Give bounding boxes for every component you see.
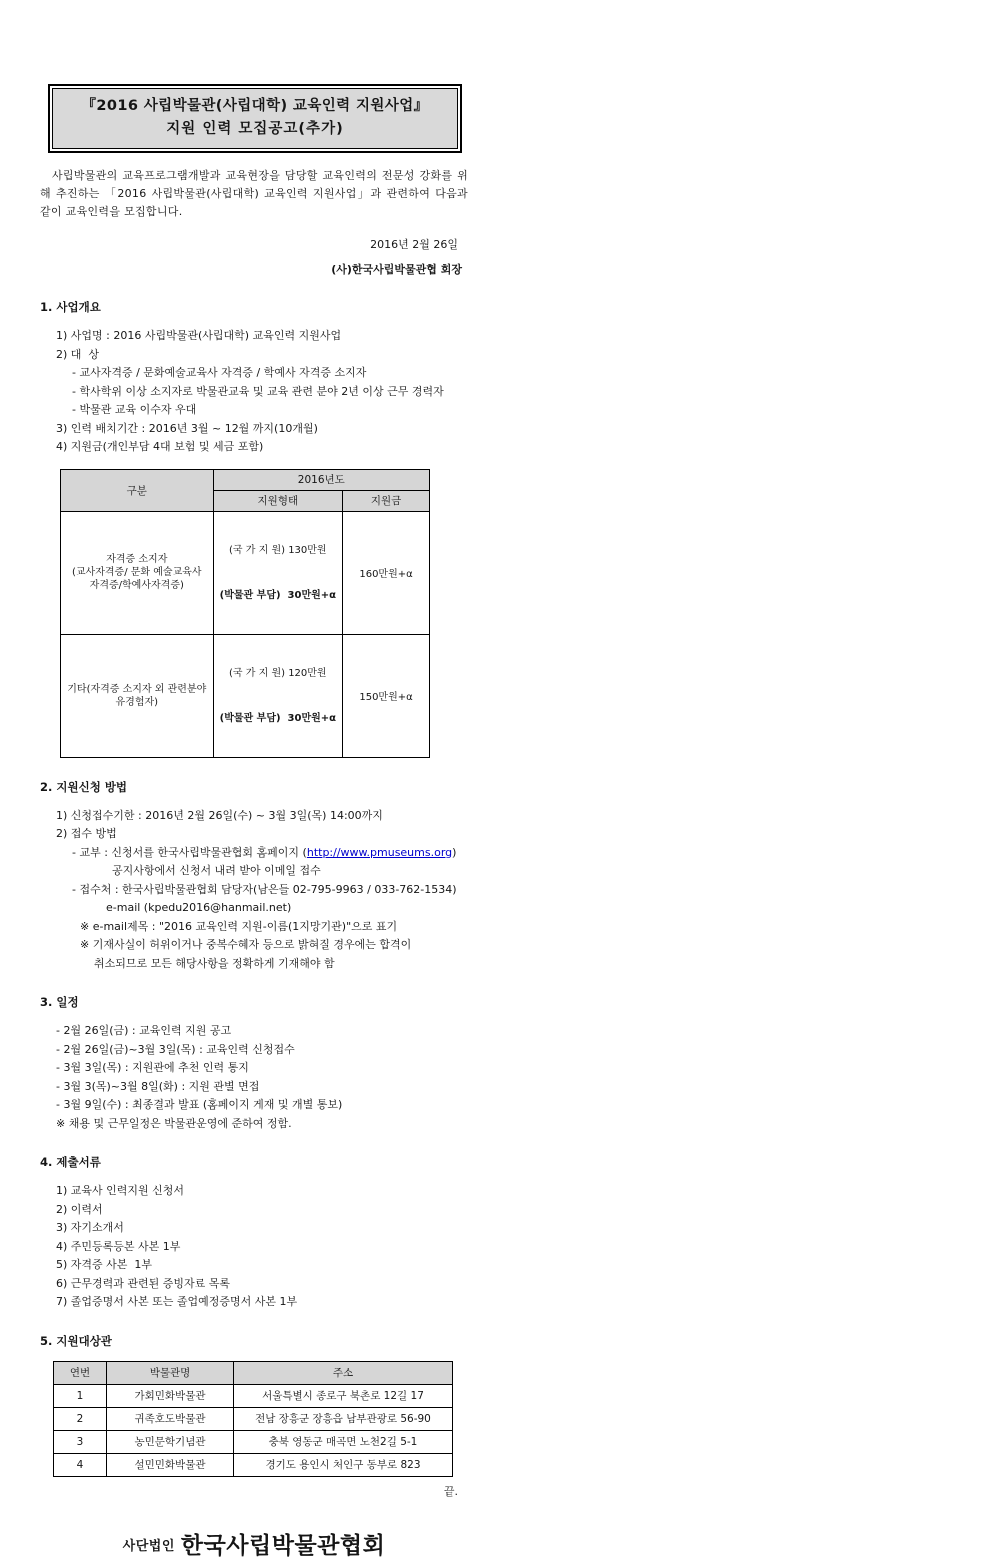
section5-heading: 5. 지원대상관: [40, 1333, 112, 1348]
table-header-row: [54, 1361, 453, 1384]
header-museum-name: 박물관명: [107, 1361, 234, 1384]
doc-line: - 3월 9일(수) : 최종결과 발표 (홈페이지 게재 및 개별 통보): [56, 1098, 343, 1111]
doc-line: 3) 자기소개서: [56, 1221, 124, 1234]
museum-address: 전남 장흥군 장흥읍 남부관광로 56-90: [234, 1407, 453, 1430]
doc-line: e-mail (kpedu2016@hanmail.net): [106, 901, 292, 914]
doc-line: 취소되므로 모든 해당사항을 정확하게 기재해야 함: [94, 956, 335, 970]
table-row: [54, 1384, 453, 1407]
doc-line: 4) 주민등록등본 사본 1부: [56, 1239, 181, 1253]
title-box: [48, 84, 462, 153]
category-line: (교사자격증/ 문화 예술교육사: [72, 567, 202, 578]
support-type-line: (국 가 지 원) 130만원: [229, 544, 327, 556]
document-page: [40, 0, 468, 1560]
section2-heading: 2. 지원신청 방법: [40, 779, 128, 794]
doc-line: - 2월 26일(금)~3월 3일(목) : 교육인력 신청접수: [56, 1042, 295, 1056]
category-line: 기타(자격증 소지자 외 관련분야: [67, 683, 207, 695]
intro-paragraph: 사립박물관의 교육프로그램개발과 교육현장을 담당할 교육인력의 전문성 강화를 위해 추진하는 「2016 사립박물관(사립대학) 교육인력 지원사업」과 관련하여 다음과 같이 교육인력을 모집합니다.: [40, 169, 468, 218]
doc-line: 7) 졸업증명서 사본 또는 졸업예정증명서 사본 1부: [56, 1295, 298, 1308]
museum-address: 충북 영동군 매곡면 노천2길 5-1: [234, 1430, 453, 1453]
doc-line: - 3월 3일(목) : 지원관에 추천 인력 통지: [56, 1061, 249, 1074]
doc-line: - 학사학위 이상 소지자로 박물관교육 및 교육 관련 분야 2년 이상 근무 경력자: [72, 384, 444, 398]
doc-line: - 교사자격증 / 문화예술교육사 자격증 / 학예사 자격증 소지자: [72, 366, 367, 379]
museum-name: 농민문학기념관: [107, 1430, 234, 1453]
header-support-type: 지원형태: [213, 490, 343, 511]
support-type-line: (박물관 부담) 30만원+α: [219, 712, 337, 724]
doc-line: - 접수처 : 한국사립박물관협회 담당자(남은들 02-795-9963 / 033-762-1534): [72, 882, 457, 896]
doc-line: 3) 인력 배치기간 : 2016년 3월 ~ 12월 까지(10개월): [56, 421, 318, 435]
doc-line: 5) 자격증 사본 1부: [56, 1258, 153, 1271]
museum-no: 2: [54, 1407, 107, 1430]
link-prefix-text: - 교부 : 신청서를 한국사립박물관협회 홈페이지 (: [72, 845, 307, 859]
support-type-cell: [213, 634, 343, 757]
table-header-row: [61, 469, 430, 490]
support-type-cell: [213, 511, 343, 634]
category-line: 자격증 소지자: [106, 554, 168, 565]
museum-name: 귀족호도박물관: [107, 1407, 234, 1430]
issuer-signature: (사)한국사립박물관협 회장: [331, 263, 462, 276]
table-row: [54, 1453, 453, 1476]
section1-heading: 1. 사업개요: [40, 300, 101, 314]
museum-name: 설민민화박물관: [107, 1453, 234, 1476]
header-support-amount: 지원금: [343, 490, 430, 511]
doc-line: - 박물관 교육 이수자 우대: [72, 403, 197, 416]
amount-cell: 160만원+α: [343, 511, 430, 634]
doc-line: - 2월 26일(금) : 교육인력 지원 공고: [56, 1024, 232, 1037]
end-mark: 끝.: [443, 1484, 458, 1498]
table-row: [54, 1430, 453, 1453]
document-title-line2: 지원 인력 모집공고(추가): [166, 121, 344, 137]
org-name-label: 한국사립박물관협회: [180, 1532, 386, 1559]
museum-address: 서울특별시 종로구 북촌로 12길 17: [234, 1384, 453, 1407]
header-year-group: 2016년도: [213, 469, 429, 490]
section4-heading: 4. 제출서류: [40, 1155, 101, 1169]
doc-line: ※ e-mail제목 : "2016 교육인력 지원-이름(1지망기관)"으로 표기: [80, 919, 398, 933]
support-amount-table: [60, 469, 430, 758]
doc-line: ※ 기재사실이 허위이거나 중복수혜자 등으로 밝혀질 경우에는 합격이: [80, 938, 412, 951]
header-no: 연번: [54, 1361, 107, 1384]
section3-heading: 3. 일정: [40, 995, 79, 1009]
document-title-line1: 『2016 사립박물관(사립대학) 교육인력 지원사업』: [81, 98, 429, 114]
table-row: [61, 511, 430, 634]
doc-line: 6) 근무경력과 관련된 증빙자료 목록: [56, 1276, 231, 1290]
org-type-label: 사단법인: [122, 1538, 175, 1554]
category-cell: [61, 511, 214, 634]
header-address: 주소: [234, 1361, 453, 1384]
table-row: [61, 634, 430, 757]
support-type-line: (국 가 지 원) 120만원: [229, 667, 327, 679]
doc-line: [40, 844, 468, 863]
museum-table: [53, 1361, 453, 1477]
doc-line: 2) 이력서: [56, 1202, 103, 1216]
doc-line: 1) 교육사 인력지원 신청서: [56, 1184, 185, 1197]
organization-footer: [40, 1527, 468, 1560]
homepage-link[interactable]: http://www.pmuseums.org: [306, 845, 453, 859]
museum-address: 경기도 용인시 처인구 동부로 823: [234, 1453, 453, 1476]
title-box-inner: [52, 88, 458, 149]
museum-name: 가회민화박물관: [107, 1384, 234, 1407]
table-row: [54, 1407, 453, 1430]
museum-no: 4: [54, 1453, 107, 1476]
header-category: 구분: [61, 469, 214, 511]
doc-line: 1) 사업명 : 2016 사립박물관(사립대학) 교육인력 지원사업: [56, 329, 342, 342]
announcement-date: 2016년 2월 26일: [370, 238, 458, 251]
doc-line: ※ 채용 및 근무일정은 박물관운영에 준하여 정함.: [56, 1116, 292, 1130]
category-line: 자격증/학예사자격증): [89, 580, 184, 591]
doc-line: 1) 신청접수기한 : 2016년 2월 26일(수) ~ 3월 3일(목) 14:00까지: [56, 808, 383, 822]
doc-line: - 3월 3(목)~3월 8일(화) : 지원 관별 면접: [56, 1079, 260, 1093]
support-type-line: (박물관 부담) 30만원+α: [219, 589, 337, 601]
museum-no: 1: [54, 1384, 107, 1407]
museum-no: 3: [54, 1430, 107, 1453]
doc-line: 4) 지원금(개인부담 4대 보험 및 세금 포함): [56, 440, 264, 453]
doc-line: 2) 접수 방법: [56, 827, 117, 840]
doc-line: 2) 대 상: [56, 347, 100, 361]
category-cell: [61, 634, 214, 757]
doc-line: 공지사항에서 신청서 내려 받아 이메일 접수: [112, 864, 321, 877]
amount-cell: 150만원+α: [343, 634, 430, 757]
category-line: 유경험자): [115, 696, 159, 708]
link-suffix-text: ): [452, 845, 457, 859]
